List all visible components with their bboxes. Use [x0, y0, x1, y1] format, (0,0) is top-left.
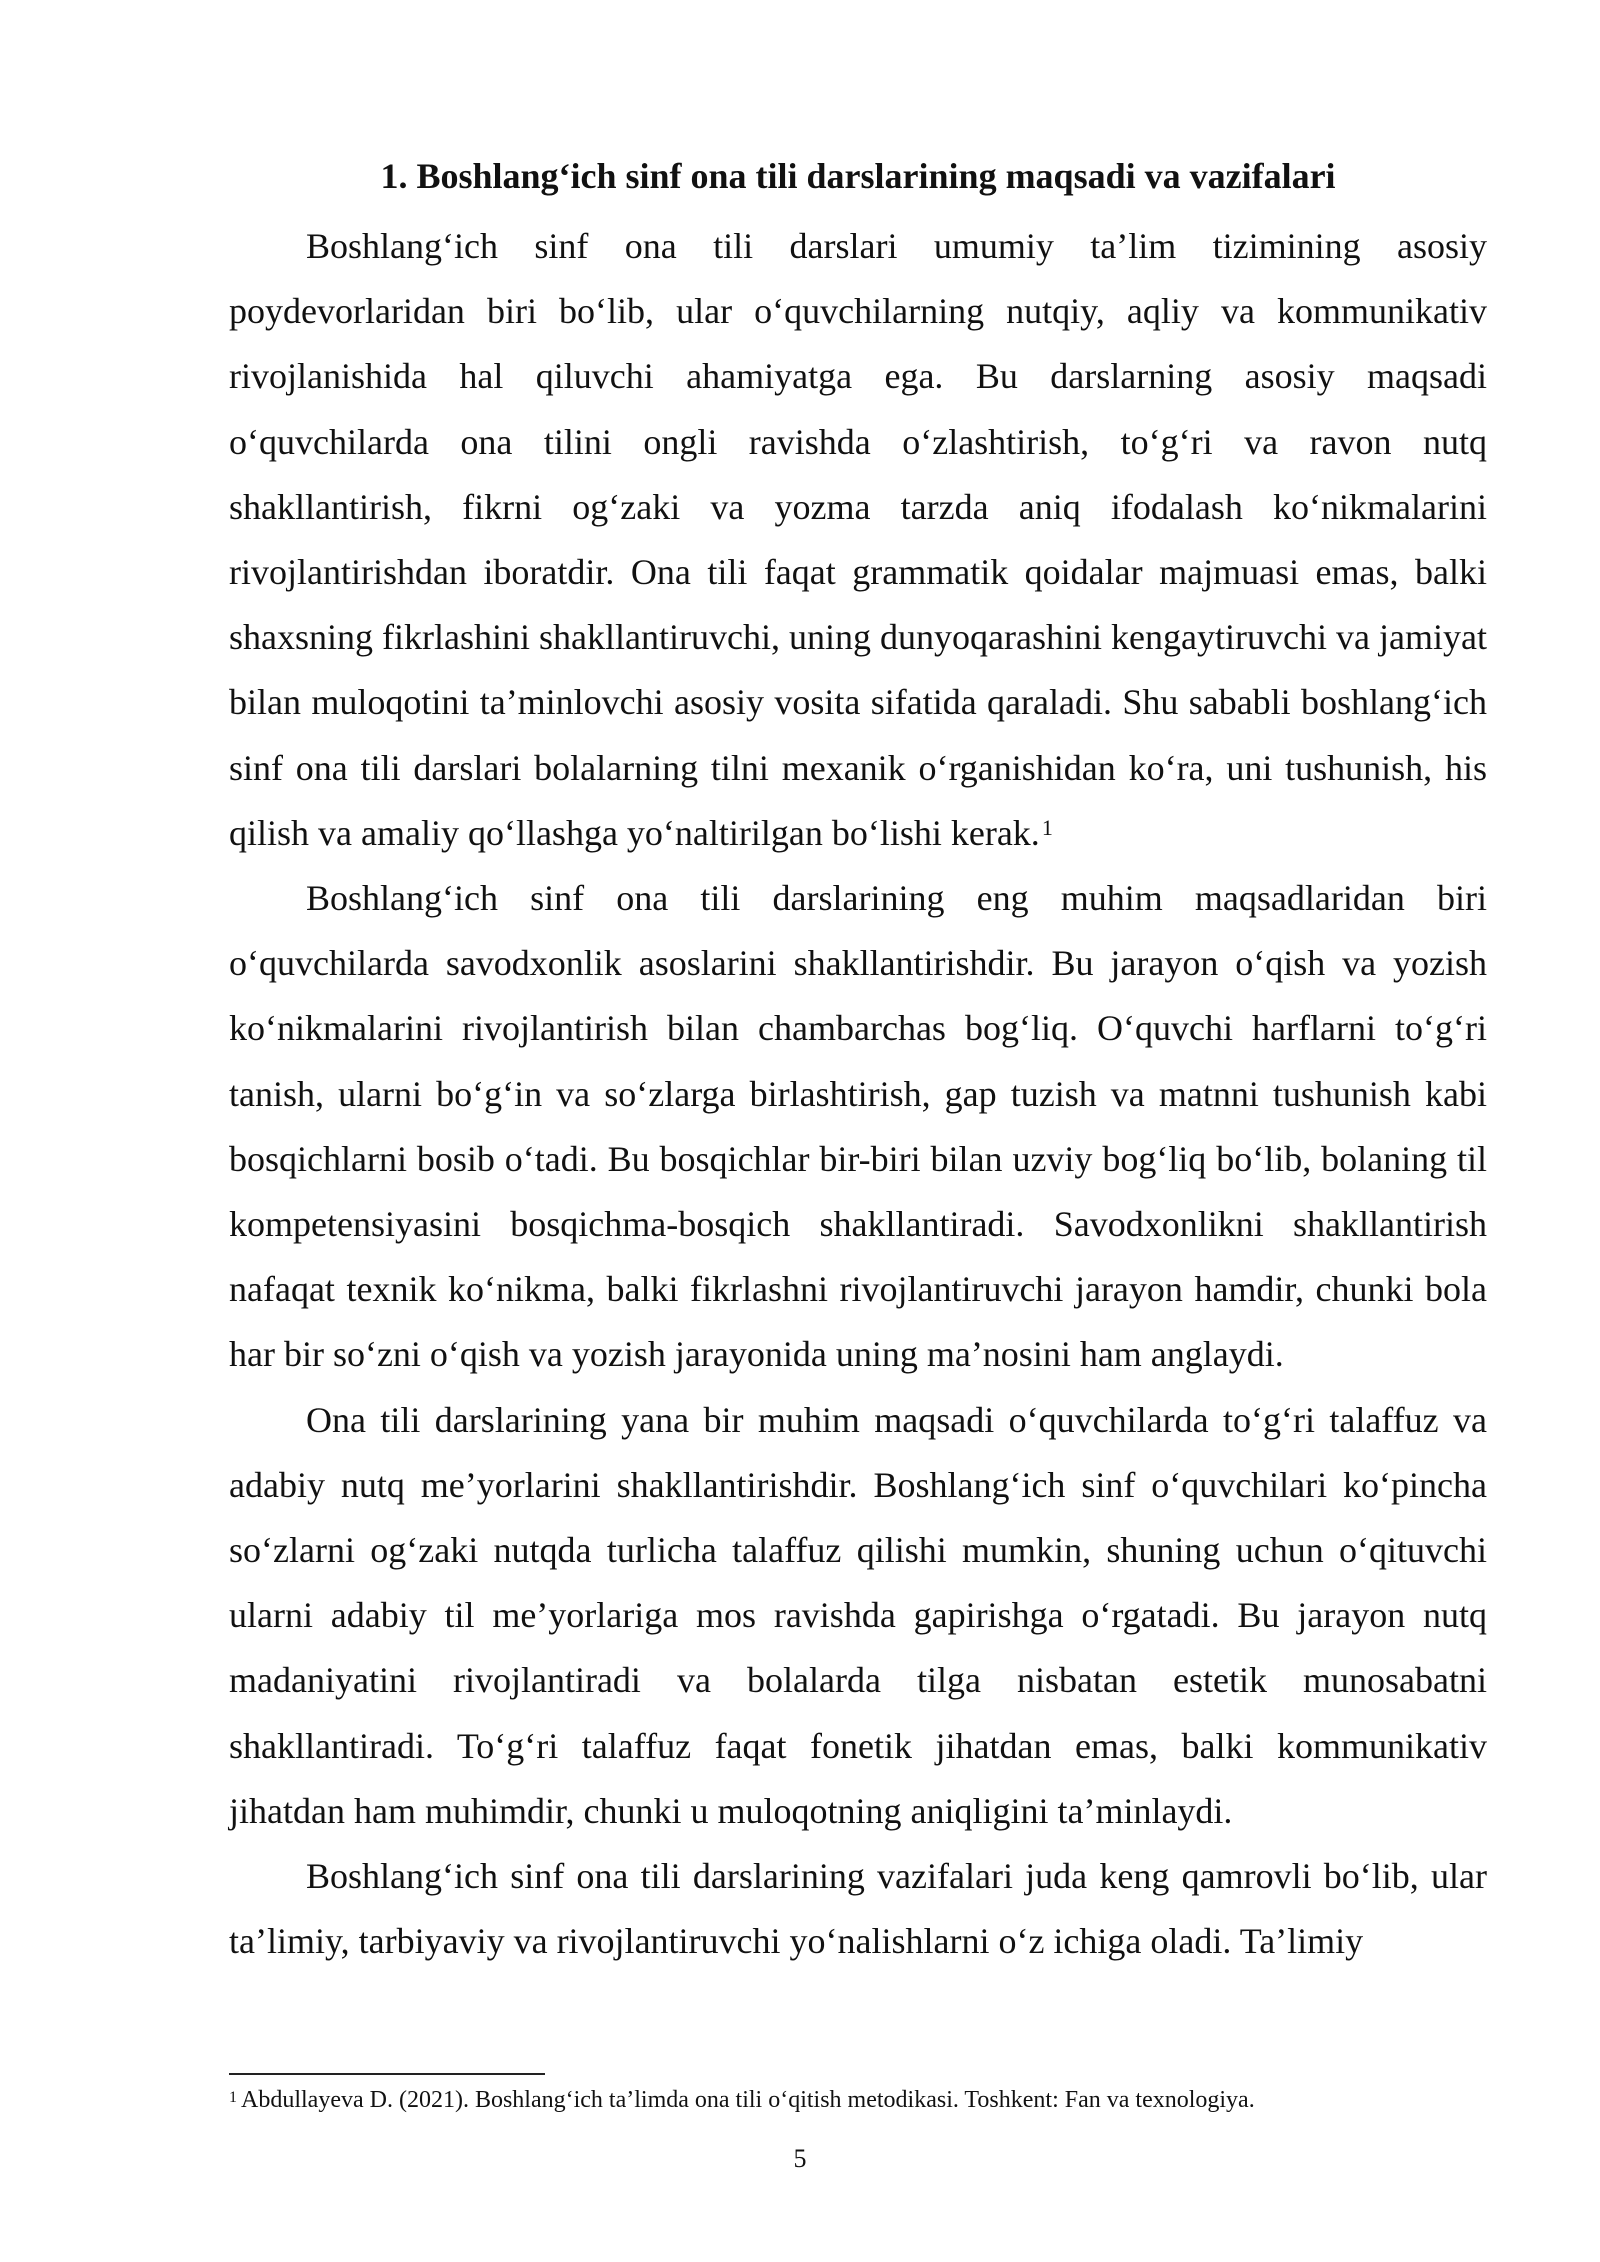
paragraph-1-text: Boshlang‘ich sinf ona tili darslari umumiy ta’lim tizimining asosiy poydevorlaridan biri bo‘lib, ular o‘quvchilarning nutqiy, aqliy va kommunikativ rivojlanishida hal qiluvchi ahamiyatga ega. Bu darslarning asosiy maqsadi o‘quvchilarda ona tilini ongli ravishda o‘zlashtirish, to‘g‘ri va ravon nutq shakllantirish, fikrni og‘zaki va yozma tarzda aniq ifodalash ko‘nikmalarini rivojlantirishdan iboratdir. Ona tili faqat grammatik qoidalar majmuasi emas, balki shaxsning fikrlashini shakllantiruvchi, uning dunyoqarashini kengaytiruvchi va jamiyat bilan muloqotini ta’minlovchi asosiy vosita sifatida qaraladi. Shu sababli boshlang‘ich sinf ona tili darslari bolalarning tilni mexanik o‘rganishidan ko‘ra, uni tushunish, his qilish va amaliy qo‘llashga yo‘naltirilgan bo‘lishi kerak. — [229, 226, 1487, 853]
footnote-divider — [229, 2073, 545, 2075]
paragraph-2: Boshlang‘ich sinf ona tili darslarining eng muhim maqsadlaridan biri o‘quvchilarda savodxonlik asoslarini shakllantirishdir. Bu jarayon o‘qish va yozish ko‘nikmalarini rivojlantirish bilan chambarchas bog‘liq. O‘quvchi harflarni to‘g‘ri tanish, ularni bo‘g‘in va so‘zlarga birlashtirish, gap tuzish va matnni tushunish kabi bosqichlarni bosib o‘tadi. Bu bosqichlar bir-biri bilan uzviy bog‘liq bo‘lib, bolaning til kompetensiyasini bosqichma-bosqich shakllantiradi. Savodxonlikni shakllantirish nafaqat texnik ko‘nikma, balki fikrlashni rivojlantiruvchi jarayon hamdir, chunki bola har bir so‘zni o‘qish va yozish jarayonida uning ma’nosini ham anglaydi. — [229, 878, 1487, 1375]
footnote — [229, 2083, 1487, 2117]
footnote-reference[interactable]: 1 — [1041, 814, 1053, 840]
document-body — [229, 148, 1487, 1974]
footnote-number: 1 — [229, 2089, 237, 2106]
paragraph-4: Boshlang‘ich sinf ona tili darslarining vazifalari juda keng qamrovli bo‘lib, ular ta’limiy, tarbiyaviy va rivojlantiruvchi yo‘nalishlarni o‘z ichiga oladi. Ta’limiy — [229, 1856, 1487, 1962]
paragraph-1 — [229, 214, 1487, 866]
footnote-text: Abdullayeva D. (2021). Boshlang‘ich ta’limda ona tili o‘qitish metodikasi. Toshkent: Fan va texnologiya. — [241, 2087, 1255, 2113]
page-number: 5 — [793, 2144, 807, 2173]
section-heading: 1. Boshlang‘ich sinf ona tili darslarining maqsadi va vazifalari — [380, 156, 1336, 196]
paragraph-3: Ona tili darslarining yana bir muhim maqsadi o‘quvchilarda to‘g‘ri talaffuz va adabiy nutq me’yorlarini shakllantirishdir. Boshlang‘ich sinf o‘quvchilari ko‘pincha so‘zlarni og‘zaki nutqda turlicha talaffuz qilishi mumkin, shuning uchun o‘qituvchi ularni adabiy til me’yorlariga mos ravishda gapirishga o‘rgatadi. Bu jarayon nutq madaniyatini rivojlantiradi va bolalarda tilga nisbatan estetik munosabatni shakllantiradi. To‘g‘ri talaffuz faqat fonetik jihatdan emas, balki kommunikativ jihatdan ham muhimdir, chunki u muloqotning aniqligini ta’minlaydi. — [229, 1399, 1487, 1831]
